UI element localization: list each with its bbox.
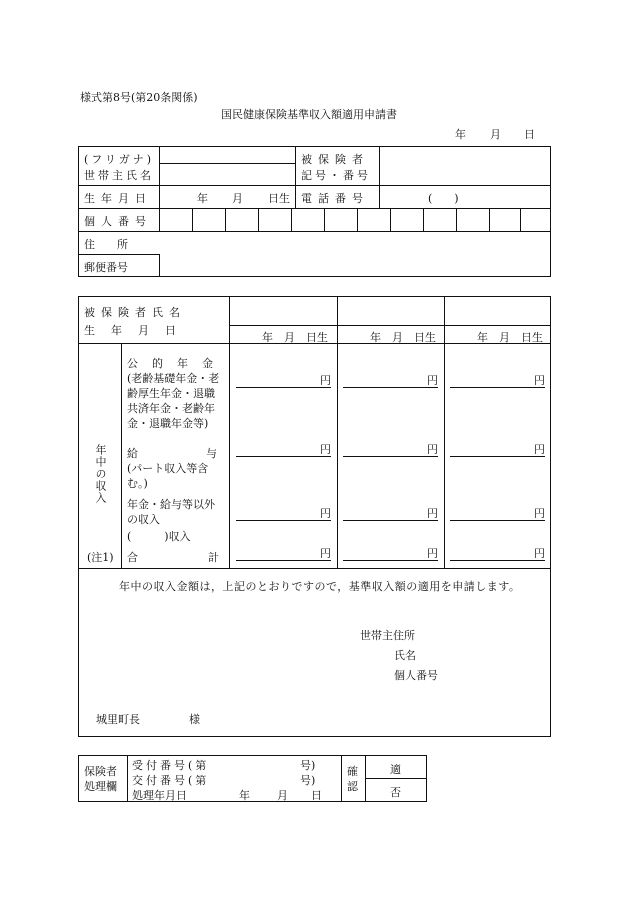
- signer-mynumber-label: 個人番号: [394, 669, 438, 682]
- head-name-field[interactable]: [163, 166, 293, 182]
- signer-name-label: 氏名: [394, 649, 416, 662]
- salary-amount-3[interactable]: 円: [450, 443, 545, 457]
- salary-detail: (パート収入等含む。): [127, 462, 209, 490]
- delivery-go: 号): [300, 774, 316, 787]
- ng-checkbox[interactable]: 否: [390, 786, 401, 799]
- process-month: 月: [277, 789, 288, 802]
- pension-amount-3[interactable]: 円: [450, 374, 545, 388]
- other-amount-3[interactable]: 円: [450, 507, 545, 521]
- birth-label: 生年月日: [84, 192, 152, 205]
- receipt-no-label: 受付番号(第: [132, 759, 210, 772]
- salary-title: 給与: [127, 447, 285, 460]
- addressee: 城里町長: [96, 713, 140, 726]
- process-day: 日: [311, 789, 322, 802]
- pension-amount-2[interactable]: 円: [343, 374, 438, 388]
- other-detail: ( )収入: [127, 530, 191, 543]
- birth-year: 年: [197, 192, 208, 205]
- delivery-no-label: 交付番号(第: [132, 774, 210, 787]
- other-amount-2[interactable]: 円: [343, 507, 438, 521]
- address-field[interactable]: [162, 234, 548, 252]
- income-side-label: 年中の収入: [94, 444, 107, 504]
- pension-title: 公的年金: [127, 357, 227, 370]
- birth-cell-2: 年 月 日生: [370, 331, 436, 344]
- salary-amount-1[interactable]: 円: [236, 443, 331, 457]
- birth-cell-3: 年 月 日生: [477, 331, 543, 344]
- total-amount-3[interactable]: 円: [450, 547, 545, 561]
- confirm-label: 確認: [347, 765, 358, 793]
- date-day: 日: [524, 128, 535, 141]
- ok-checkbox[interactable]: 適: [390, 763, 401, 776]
- head-name-label: 世帯主氏名: [84, 169, 154, 182]
- date-month: 月: [490, 128, 501, 141]
- declaration-statement: 年中の収入金額は，上記のとおりですので，基準収入額の適用を申請します。: [119, 580, 521, 593]
- birth-day: 日生: [268, 192, 290, 205]
- head-address-label: 世帯主住所: [360, 629, 415, 642]
- mynumber-label: 個人番号: [84, 215, 152, 228]
- pension-amount-1[interactable]: 円: [236, 374, 331, 388]
- phone-field[interactable]: ( ): [428, 192, 459, 205]
- insured-number-label: 記号・番号: [301, 169, 371, 182]
- other-amount-1[interactable]: 円: [236, 507, 331, 521]
- address-label: 住所: [84, 238, 150, 251]
- receipt-go: 号): [300, 759, 316, 772]
- form-number: 様式第8号(第20条関係): [80, 91, 198, 104]
- total-amount-2[interactable]: 円: [343, 547, 438, 561]
- insured-label: 被保険者: [301, 153, 369, 166]
- postal-label: 郵便番号: [84, 261, 128, 274]
- pension-detail: (老齢基礎年金・老齢厚生年金・退職共済年金・老齢年金・退職年金等): [127, 372, 220, 430]
- date-year: 年: [455, 128, 466, 141]
- other-title: 年金・給与等以外の収入: [127, 498, 215, 526]
- total-label: 合計: [127, 551, 289, 564]
- birth-cell-1: 年 月 日生: [262, 331, 328, 344]
- furigana-label: (フリガナ): [84, 153, 155, 166]
- insured-name-label: 被保険者氏名: [84, 306, 186, 319]
- total-amount-1[interactable]: 円: [236, 547, 331, 561]
- phone-label: 電話番号: [301, 192, 369, 205]
- addressee-honorific: 様: [189, 713, 200, 726]
- income-birth-label: 生年月日: [84, 324, 192, 337]
- birth-month: 月: [232, 192, 243, 205]
- office-label: 保険者処理欄: [84, 765, 117, 793]
- salary-title-row: [127, 445, 285, 461]
- note-label: (注1): [87, 551, 114, 564]
- process-date-label: 処理年月日: [132, 789, 187, 802]
- insured-number-field[interactable]: [382, 150, 547, 182]
- process-year: 年: [239, 789, 250, 802]
- salary-amount-2[interactable]: 円: [343, 443, 438, 457]
- furigana-field[interactable]: [163, 150, 293, 162]
- page-title: 国民健康保険基準収入額適用申請書: [221, 108, 397, 121]
